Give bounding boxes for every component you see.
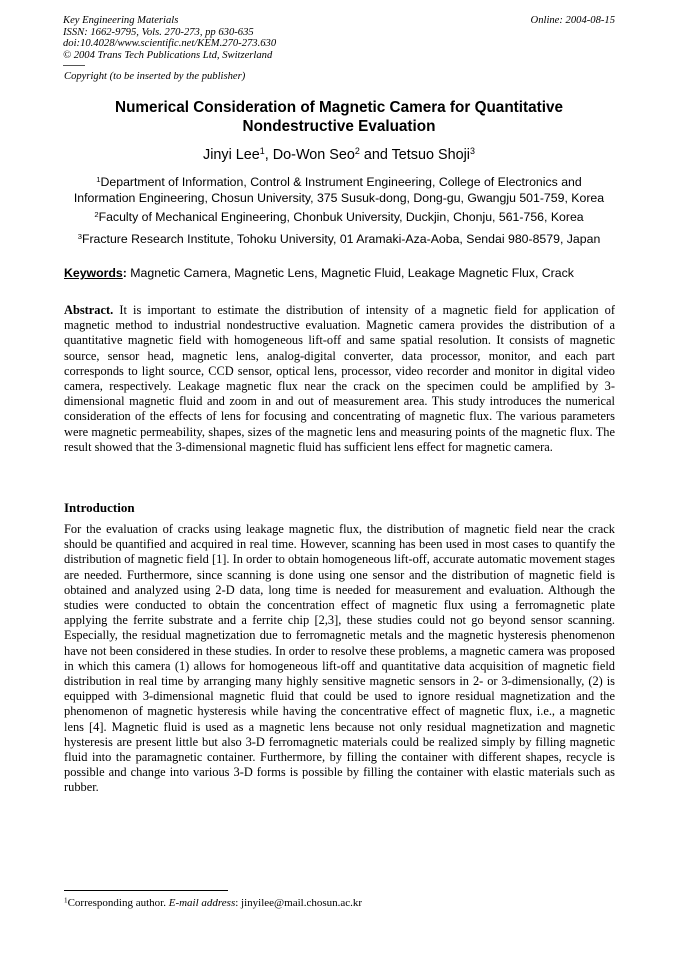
- title-line-2: Nondestructive Evaluation: [242, 118, 436, 135]
- journal-name: Key Engineering Materials: [63, 15, 179, 26]
- email-label: E-mail address: [168, 897, 236, 909]
- author-list: [63, 147, 615, 163]
- keywords-text: Magnetic Camera, Magnetic Lens, Magnetic Fluid, Leakage Magnetic Flux, Crack: [126, 266, 574, 280]
- footnote-separator: :: [235, 897, 242, 909]
- abstract-paragraph: [64, 303, 615, 455]
- email-address: jinyilee@mail.chosun.ac.kr: [241, 897, 363, 909]
- affiliation-2: [48, 209, 630, 225]
- doi-line: doi:10.4028/www.scientific.net/KEM.270-273.630: [63, 38, 277, 50]
- header-divider: [63, 65, 85, 66]
- footnote-text: Corresponding author.: [67, 897, 169, 909]
- affil-text: Faculty of Mechanical Engineering, Chonbuk University, Duckjin, Chonju, 561-756, Korea: [98, 210, 584, 224]
- affil-text: Department of Information, Control & Instrument Engineering, College of Electronics and: [100, 175, 582, 189]
- keywords-line: [64, 266, 616, 280]
- author-name: Tetsuo Shoji: [391, 147, 471, 163]
- keywords-colon: :: [122, 266, 127, 280]
- abstract-text: It is important to estimate the distribution of intensity of a magnetic field for application of magnetic method to industrial nondestructive evaluation. Magnetic camera provides the distribution of a quantitative magnetic field with homogeneous lift-off and same spatial resolution. It consists of magnetic source, sensor head, magnetic lens, analog-digital converter, data processor, monitor, and each part corresponds to light source, CCD sensor, optical lens, processor, video recorder and monitor in digital video camera, respectively. Leakage magnetic flux near the crack on the specimen could be amplified by 3-dimensional magnetic fluid and zoom in and out of measurement area. This study introduces the numerical consideration of the effects of lens for focusing and concentrating of magnetic flux. The various parameters were magnetic permeability, shapes, sizes of the magnetic lens and measuring points of the magnetic flux. The result showed that the 3-dimensional magnetic fluid has sufficient lens effect for magnetic camera.: [64, 303, 615, 454]
- keywords-label: Keywords: [64, 266, 123, 280]
- title-line-1: Numerical Consideration of Magnetic Camera for Quantitative: [115, 99, 563, 116]
- paper-title: [63, 98, 615, 136]
- affil-mark: 3: [77, 231, 82, 241]
- author-affil-mark: 3: [470, 146, 475, 157]
- copyright-note: Copyright (to be inserted by the publisher): [64, 71, 246, 82]
- online-date: Online: 2004-08-15: [530, 15, 615, 26]
- author-name: Jinyi Lee: [203, 147, 260, 163]
- abstract-label: Abstract.: [64, 303, 114, 317]
- author-name: Do-Won Seo: [272, 147, 355, 163]
- journal-header: [63, 15, 615, 61]
- author-affil-mark: 1: [259, 146, 265, 157]
- issn-line: ISSN: 1662-9795, Vols. 270-273, pp 630-635: [63, 26, 254, 38]
- footnote: [64, 897, 362, 909]
- footnote-mark: 1: [64, 896, 68, 905]
- footnote-rule: [64, 890, 228, 891]
- affiliation-3: [48, 231, 630, 247]
- author-affil-mark: 2: [354, 146, 360, 157]
- author-separator: and: [359, 147, 392, 163]
- affiliation-1: [48, 174, 630, 206]
- section-heading-introduction: Introduction: [64, 500, 135, 515]
- affil-mark: 1: [96, 174, 101, 184]
- introduction-paragraph: For the evaluation of cracks using leakage magnetic flux, the distribution of magnetic field near the crack should be quantified and acquired in real time. However, scanning has been used in most cases to quantify the distribution of magnetic field [1]. In order to obtain homogeneous lift-off, accurate automatic movement stages are needed. Furthermore, since scanning is done using one sensor and the distribution of magnetic field is obtained and analyzed using 2-D data, long time is needed for measurement and evaluation. Although the studies were conducted to obtain the concentration effect of magnetic flux using a ferromagnetic plate applying the ferrite substrate and a ferrite chip [2,3], these studies could not go beyond sensor scanning. Especially, the residual magnetization due to ferromagnetic metals and the magnetic hysteresis phenomenon have not been considered in these studies. In order to resolve these problems, a magnetic camera was proposed in which this camera (1) allows for homogeneous lift-off and quantitative data acquisition of magnetic field distribution in real time by arranging many highly sensitive magnetic sensors in 2- or 3-dimensionally, (2) is equipped with 3-dimensional magnetic fluid that could be used to ignore residual magnetization and the phenomenon of magnetic hysteresis while having the concentrative effect of magnetic flux, i.e., a magnetic lens [4]. Magnetic fluid is used as a magnetic lens because not only residual magnetization and magnetic hysteresis are present little but also 3-D ferromagnetic materials could be realized simply by filling magnetic fluid into the paramagnetic container. Furthermore, by filling the container with different shapes, recycle is possible and change into various 3-D forms is possible by filling the container with elastic materials such as rubber.: [64, 522, 615, 795]
- publisher-line: © 2004 Trans Tech Publications Ltd, Switzerland: [63, 49, 273, 61]
- affil-text: Fracture Research Institute, Tohoku University, 01 Aramaki-Aza-Aoba, Sendai 980-8579, Japan: [81, 232, 601, 246]
- affil-mark: 2: [94, 209, 99, 219]
- author-separator: ,: [264, 147, 273, 163]
- affil-text: Information Engineering, Chosun University, 375 Susuk-dong, Dong-gu, Gwangju 501-759, Korea: [73, 191, 605, 205]
